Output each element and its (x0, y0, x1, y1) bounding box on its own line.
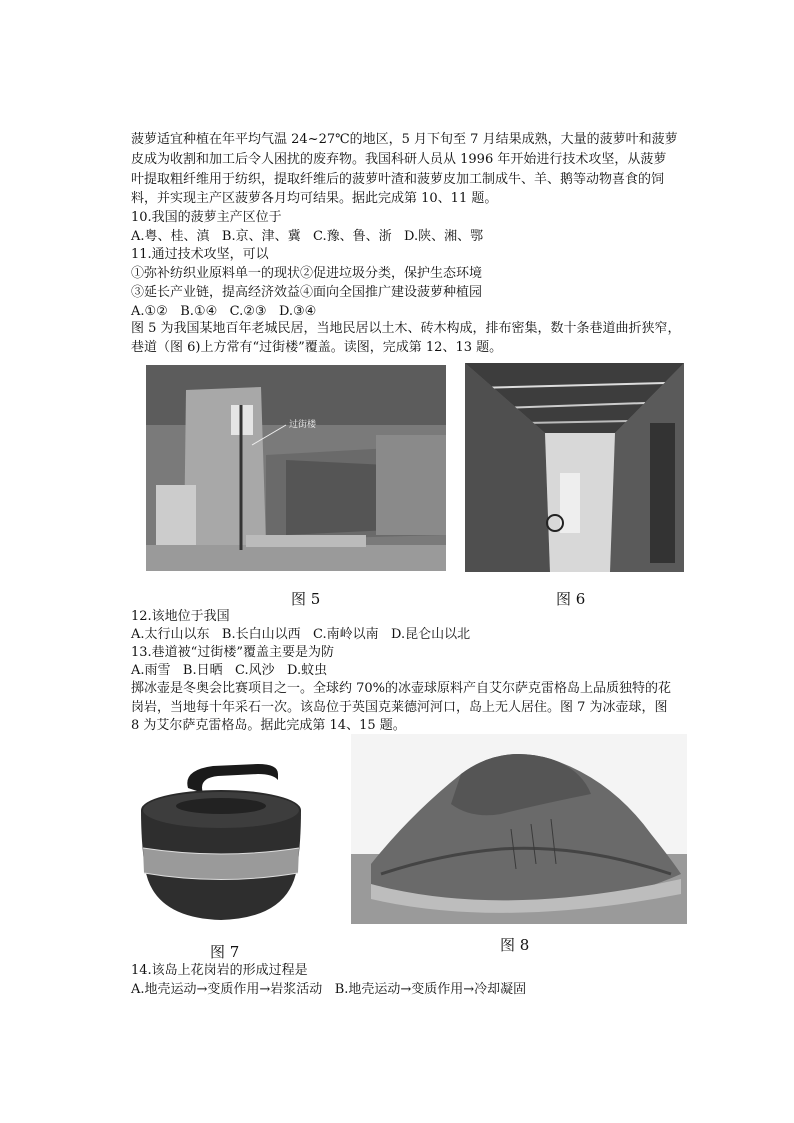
question-14-options: A.地壳运动→变质作用→岩浆活动 B.地壳运动→变质作用→冷却凝固 (131, 982, 527, 997)
figure-6-caption: 图 6 (556, 590, 586, 608)
question-12-options: A.太行山以东 B.长白山以西 C.南岭以南 D.昆仑山以北 (131, 627, 471, 642)
figure-8-caption: 图 8 (500, 936, 530, 954)
passage-line: 图 5 为我国某地百年老城民居，当地民居以土木、砖木构成，排布密集，数十条巷道曲折狭窄， (131, 321, 681, 336)
passage-line: 皮成为收割和加工后令人困扰的废弃物。我国科研人员从 1996 年开始进行技术攻坚，从菠萝 (131, 152, 667, 167)
question-11-options: A.①② B.①④ C.②③ D.③④ (131, 304, 317, 319)
question-13-options: A.雨雪 B.日晒 C.风沙 D.蚊虫 (131, 663, 328, 678)
old-town-house-illustration (146, 365, 446, 571)
figure-6-photo (465, 363, 684, 572)
question-10-options: A.粤、桂、滇 B.京、津、冀 C.豫、鲁、浙 D.陕、湘、鄂 (131, 229, 484, 244)
figure-5-callout: 过街楼 (289, 420, 317, 430)
question-12-stem: 12.该地位于我国 (131, 609, 230, 624)
passage-line: 菠萝适宜种植在年平均气温 24~27℃的地区，5 月下旬至 7 月结果成熟，大量的菠萝叶和菠萝 (131, 132, 678, 147)
figure-5-photo (146, 365, 446, 571)
figure-7-photo (133, 748, 309, 930)
question-10-stem: 10.我国的菠萝主产区位于 (131, 210, 282, 225)
passage-line: 岗岩，当地每十年采石一次。该岛位于英国克莱德河河口，岛上无人居住。图 7 为冰壶球，图 (131, 700, 668, 715)
question-13-stem: 13.巷道被“过街楼”覆盖主要是为防 (131, 645, 334, 660)
question-11-statement: ③延长产业链，提高经济效益④面向全国推广建设菠萝种植园 (131, 285, 483, 300)
question-14-stem: 14.该岛上花岗岩的形成过程是 (131, 963, 308, 978)
island-illustration (351, 734, 687, 924)
passage-line: 掷冰壶是冬奥会比赛项目之一。全球约 70%的冰壶球原料产自艾尔萨克雷格岛上品质独特的花 (131, 681, 672, 696)
passage-line: 叶提取粗纤维用于纺织，提取纤维后的菠萝叶渣和菠萝皮加工制成牛、羊、鹅等动物喜食的饲 (131, 172, 665, 187)
passage-line: 巷道（图 6)上方常有“过街楼”覆盖。读图，完成第 12、13 题。 (131, 340, 503, 355)
figure-7-caption: 图 7 (210, 943, 240, 961)
question-11-stem: 11.通过技术攻坚，可以 (131, 247, 269, 262)
passage-line: 料，并实现主产区菠萝各月均可结果。据此完成第 10、11 题。 (131, 191, 498, 206)
figure-8-photo (351, 734, 687, 924)
alley-illustration (465, 363, 684, 572)
passage-line: 8 为艾尔萨克雷格岛。据此完成第 14、15 题。 (131, 718, 406, 733)
question-11-statement: ①弥补纺织业原料单一的现状②促进垃圾分类，保护生态环境 (131, 266, 483, 281)
curling-stone-illustration (133, 748, 309, 930)
figure-5-caption: 图 5 (291, 590, 321, 608)
